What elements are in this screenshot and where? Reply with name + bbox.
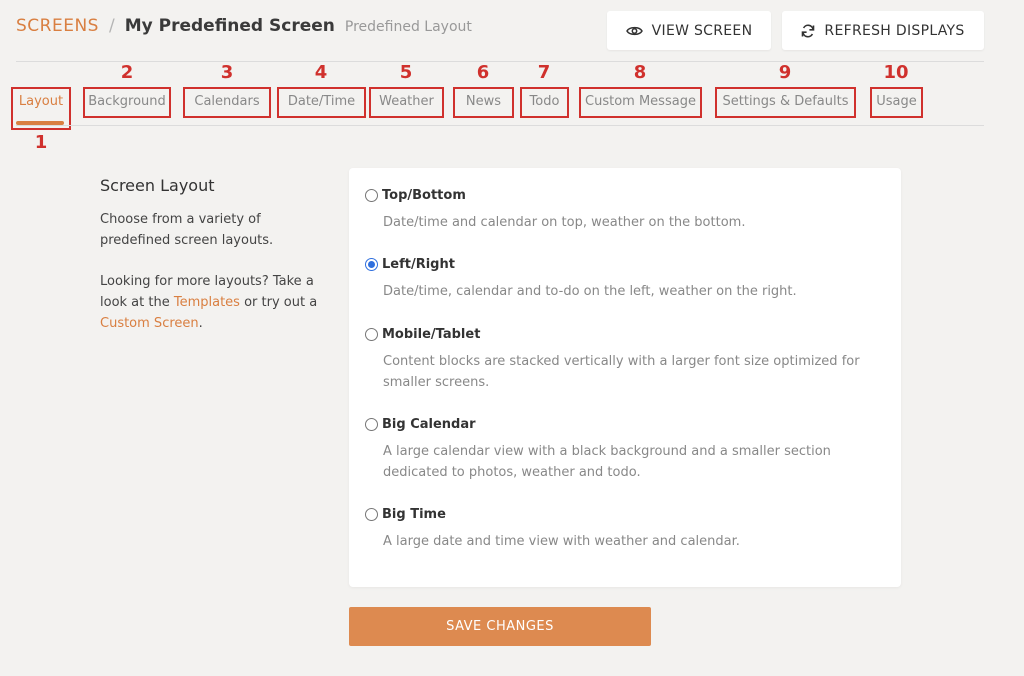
intro-text: Choose from a variety of predefined screen layouts. (100, 212, 274, 248)
tab-custom-message[interactable]: Custom Message (579, 87, 702, 118)
tab-weather[interactable]: Weather (369, 87, 444, 118)
tab-todo[interactable]: Todo (520, 87, 569, 118)
tab-datetime[interactable]: Date/Time (277, 87, 366, 118)
tab-news[interactable]: News (453, 87, 514, 118)
tab-number-usage: 10 (883, 62, 909, 83)
tab-layout[interactable]: Layout (11, 87, 71, 130)
more-layouts-text (100, 271, 325, 334)
option-title[interactable]: Big Time (382, 507, 446, 522)
page-subtitle: Predefined Layout (344, 19, 472, 35)
more-layouts-text-part: Looking for more layouts? Take a look at the (100, 274, 314, 310)
option-description: Date/time and calendar on top, weather on the bottom. (383, 215, 746, 230)
section-heading: Screen Layout (100, 176, 215, 195)
option-title[interactable]: Mobile/Tablet (382, 327, 481, 342)
layout-option-big-calendar (365, 417, 875, 483)
option-title[interactable]: Left/Right (382, 257, 455, 272)
option-description: Date/time, calendar and to-do on the left, weather on the right. (383, 284, 797, 299)
tab-number-weather: 5 (399, 62, 413, 83)
save-changes-button[interactable]: SAVE CHANGES (349, 607, 651, 646)
tab-calendars[interactable]: Calendars (183, 87, 271, 118)
layout-option-mobile-tablet (365, 327, 875, 393)
radio-mobile-tablet[interactable] (365, 328, 378, 341)
radio-big-time[interactable] (365, 508, 378, 521)
layout-option-left-right (365, 257, 875, 302)
layout-description (100, 176, 325, 354)
radio-top-bottom[interactable] (365, 189, 378, 202)
view-screen-label: VIEW SCREEN (651, 22, 753, 39)
layout-option-big-time (365, 507, 875, 552)
radio-big-calendar[interactable] (365, 418, 378, 431)
tab-usage[interactable]: Usage (870, 87, 923, 118)
layout-option-top-bottom (365, 188, 875, 233)
templates-link[interactable]: Templates (173, 295, 240, 310)
breadcrumb-screens-link[interactable]: SCREENS (16, 16, 99, 36)
radio-left-right[interactable] (365, 258, 378, 271)
refresh-icon (801, 24, 815, 38)
tab-settings-defaults[interactable]: Settings & Defaults (715, 87, 856, 118)
tab-number-todo: 7 (537, 62, 551, 83)
tab-number-background: 2 (120, 62, 134, 83)
layout-options-card (349, 168, 901, 587)
tab-number-custom-message: 8 (633, 62, 647, 83)
refresh-displays-label: REFRESH DISPLAYS (824, 22, 965, 39)
tab-divider (16, 125, 984, 126)
custom-screen-link[interactable]: Custom Screen (100, 316, 199, 331)
tab-number-datetime: 4 (314, 62, 328, 83)
tab-number-settings: 9 (778, 62, 792, 83)
option-description: A large calendar view with a black background and a smaller section dedicated to photos, weather and todo. (383, 444, 831, 480)
refresh-displays-button[interactable] (782, 11, 984, 50)
more-layouts-text-part: . (198, 316, 203, 331)
tab-number-calendars: 3 (220, 62, 234, 83)
view-screen-button[interactable] (607, 11, 771, 50)
option-title[interactable]: Big Calendar (382, 417, 476, 432)
tab-number-layout: 1 (34, 132, 48, 153)
option-title[interactable]: Top/Bottom (382, 188, 466, 203)
eye-icon (626, 25, 643, 37)
tab-background[interactable]: Background (83, 87, 171, 118)
header-divider (16, 61, 984, 62)
breadcrumb (16, 16, 472, 36)
option-description: Content blocks are stacked vertically with a larger font size optimized for smaller screens. (383, 354, 860, 390)
tab-number-news: 6 (476, 62, 490, 83)
breadcrumb-separator: / (108, 16, 115, 36)
page-title: My Predefined Screen (124, 16, 335, 36)
option-description: A large date and time view with weather and calendar. (383, 534, 740, 549)
more-layouts-text-part: or try out a (239, 295, 318, 310)
